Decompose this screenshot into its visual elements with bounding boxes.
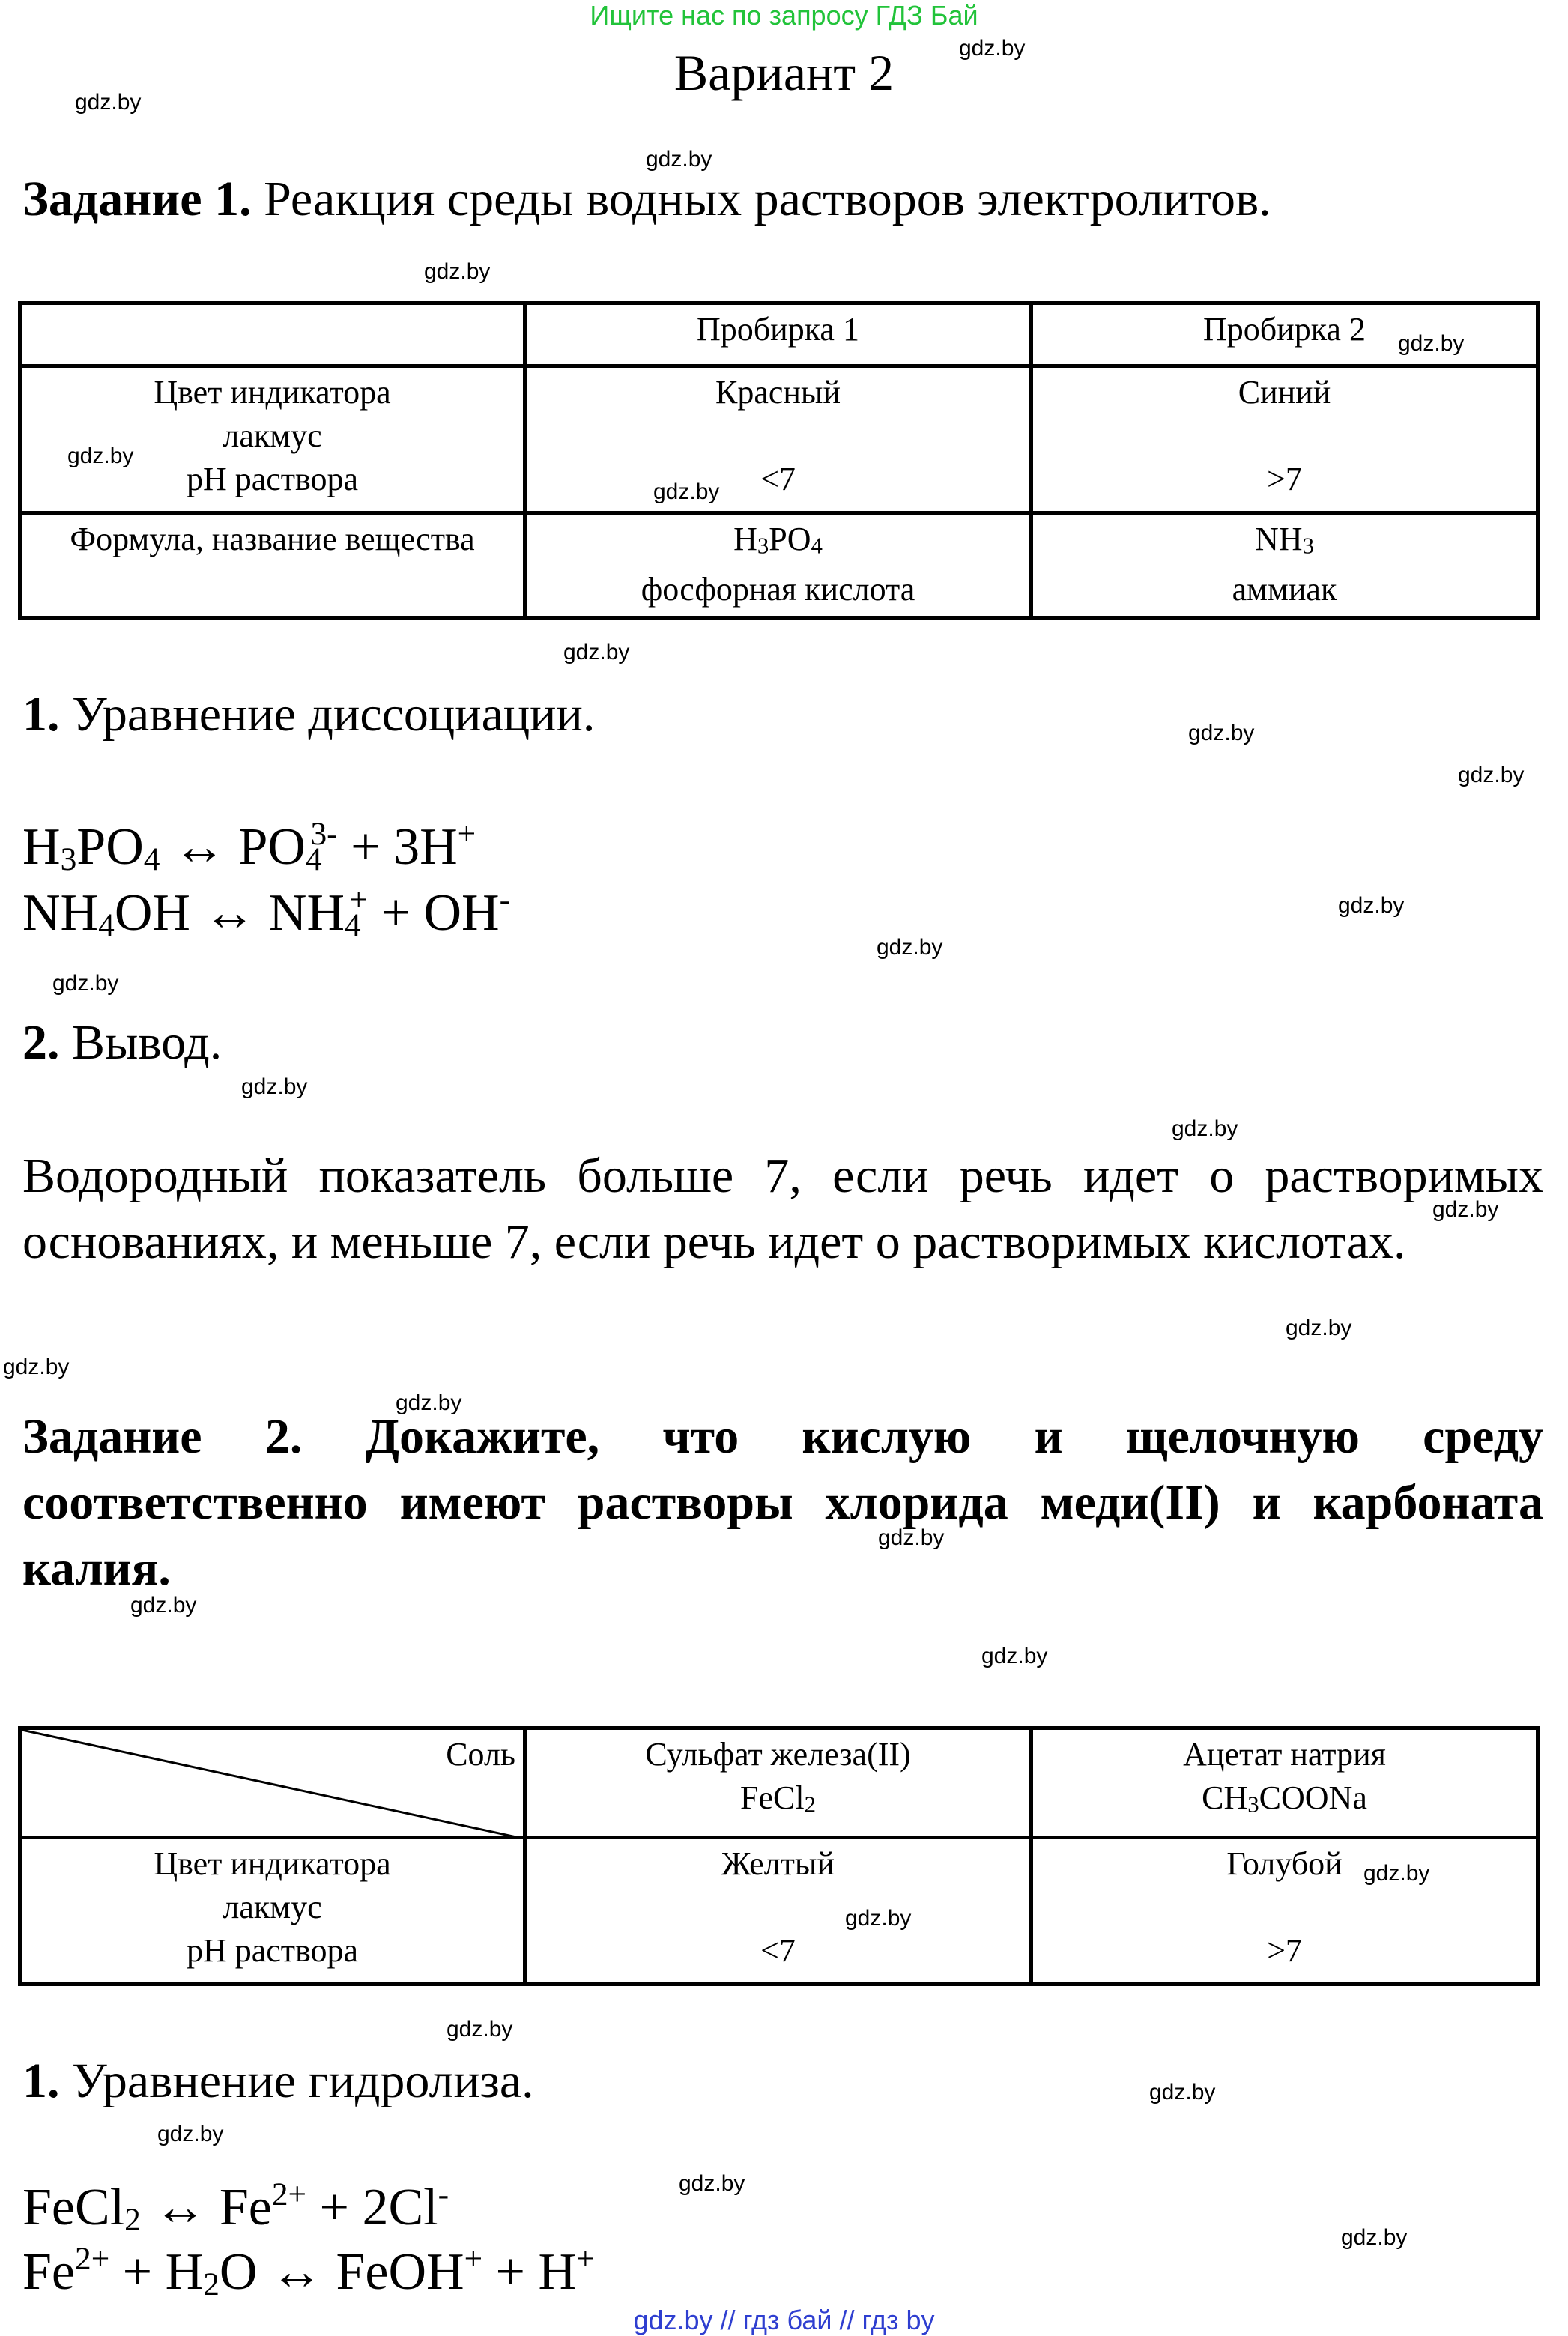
watermark: gdz.by xyxy=(3,1355,70,1379)
section-number: 1. xyxy=(22,687,60,742)
watermark: gdz.by xyxy=(679,2171,745,2196)
watermark: gdz.by xyxy=(646,147,712,172)
hydrolysis-equation-2: $Fe^{2+} + H_2O$ ↔ FeOH+ + H+ xyxy=(22,2241,595,2302)
watermark: gdz.by xyxy=(1188,721,1255,745)
watermark: gdz.by xyxy=(130,1593,197,1618)
watermark: gdz.by xyxy=(1338,893,1405,918)
task1-heading xyxy=(22,171,1271,228)
tube1-indicator-cell xyxy=(525,366,1032,513)
tube1-color: Красный xyxy=(715,374,841,411)
watermark: gdz.by xyxy=(241,1074,308,1099)
table-row xyxy=(20,513,1538,618)
watermark: gdz.by xyxy=(1172,1116,1238,1141)
salt1-color: Желтый xyxy=(721,1845,835,1882)
task1-label: Задание 1. xyxy=(22,172,252,226)
header-tube2: Пробирка 2 xyxy=(1032,303,1538,366)
section-title: Уравнение гидролиза. xyxy=(72,2054,534,2108)
watermark: gdz.by xyxy=(67,444,134,468)
label-line: pH раствора xyxy=(186,461,359,497)
tube2-indicator-cell xyxy=(1032,366,1538,513)
search-banner: Ищите нас по запросу ГДЗ Бай xyxy=(590,0,978,31)
salt1-name: Сульфат железа(II) xyxy=(645,1736,911,1773)
tube2-formula: $NH_3$ xyxy=(1255,521,1314,559)
watermark: gdz.by xyxy=(1398,331,1465,356)
watermark: gdz.by xyxy=(1149,2080,1216,2104)
salt2-name: Ацетат натрия xyxy=(1183,1736,1386,1773)
salt2-color: Голубой xyxy=(1226,1845,1343,1882)
salt1-formula: FeCl$_2$ xyxy=(740,1779,816,1818)
salt1-indicator-cell xyxy=(525,1838,1032,1985)
watermark: gdz.by xyxy=(424,259,491,284)
section-number: 2. xyxy=(22,1015,60,1070)
tube1-formula-cell xyxy=(525,513,1032,618)
hydrolysis-heading xyxy=(22,2053,534,2110)
tube2-formula-cell xyxy=(1032,513,1538,618)
watermark: gdz.by xyxy=(877,935,943,960)
watermark: gdz.by xyxy=(52,971,119,996)
hydrolysis-equation-1: FeCl$_2$ ↔ $Fe^{2+} + 2Cl^-$ xyxy=(22,2176,449,2238)
watermark: gdz.by xyxy=(1458,763,1525,787)
table-row xyxy=(20,366,1538,513)
corner-label: Соль xyxy=(446,1736,515,1773)
row-label-indicator xyxy=(20,1838,525,1985)
label-line: pH раствора xyxy=(186,1932,359,1969)
watermark: gdz.by xyxy=(878,1525,945,1550)
salt1-ph: <7 xyxy=(760,1932,796,1969)
watermark: gdz.by xyxy=(157,2122,224,2146)
row-label-formula: Формула, название вещества xyxy=(20,513,525,618)
salt2-ph: >7 xyxy=(1267,1932,1302,1969)
section2-heading xyxy=(22,1014,222,1071)
watermark: gdz.by xyxy=(447,2017,513,2042)
variant-title: Вариант 2 xyxy=(673,44,895,101)
label-line: Цвет индикатора xyxy=(154,1845,391,1882)
section-title: Вывод. xyxy=(72,1015,223,1070)
tube2-ph: >7 xyxy=(1267,461,1302,497)
salt2-header xyxy=(1032,1728,1538,1838)
footer-links[interactable]: gdz.by // гдз бай // гдз by xyxy=(633,2305,935,2335)
label-line: лакмус xyxy=(223,417,322,454)
watermark: gdz.by xyxy=(563,640,630,665)
label-line: лакмус xyxy=(223,1889,322,1925)
task1-title: Реакция среды водных растворов электролитов. xyxy=(264,172,1271,226)
tube1-name: фосфорная кислота xyxy=(641,570,915,608)
watermark: gdz.by xyxy=(653,479,720,504)
task1-table xyxy=(18,301,1540,620)
salt2-indicator-cell xyxy=(1032,1838,1538,1985)
table-header-row xyxy=(20,303,1538,366)
table-header-row xyxy=(20,1728,1538,1838)
watermark: gdz.by xyxy=(981,1644,1048,1668)
watermark: gdz.by xyxy=(1432,1197,1499,1222)
label-line: Цвет индикатора xyxy=(154,374,391,411)
header-tube1: Пробирка 1 xyxy=(525,303,1032,366)
dissociation-equation-1: $H_3PO_4$ ↔ $PO_4^{3-} + 3H^+$ xyxy=(22,816,476,877)
row-label-indicator xyxy=(20,366,525,513)
tube2-name: аммиак xyxy=(1232,570,1337,608)
salt1-header xyxy=(525,1728,1032,1838)
section-number: 1. xyxy=(22,2054,60,2108)
watermark: gdz.by xyxy=(845,1906,912,1931)
table-row xyxy=(20,1838,1538,1985)
watermark: gdz.by xyxy=(1286,1316,1352,1340)
watermark: gdz.by xyxy=(1363,1861,1430,1886)
section1-heading xyxy=(22,686,595,743)
watermark: gdz.by xyxy=(959,36,1026,61)
tube2-color: Синий xyxy=(1238,374,1331,411)
conclusion-text: Водородный показатель больше 7, если речь идет о растворимых основаниях, и меньше 7, если речь идет о растворимых кислотах. xyxy=(22,1149,1543,1269)
task2-statement: Задание 2. Докажите, что кислую и щелочную среду соответственно имеют растворы хлорида меди(II) и карбоната калия. xyxy=(22,1409,1543,1596)
salt2-formula: $CH_3COONa$ xyxy=(1202,1779,1367,1818)
section-title: Уравнение диссоциации. xyxy=(72,687,596,742)
tube1-ph: <7 xyxy=(760,461,796,497)
watermark: gdz.by xyxy=(1341,2225,1408,2250)
task2-table xyxy=(18,1726,1540,1986)
watermark: gdz.by xyxy=(75,90,142,115)
dissociation-equation-2: $NH_4OH$ ↔ $NH_4^+ + OH^-$ xyxy=(22,882,511,943)
corner-cell xyxy=(20,1728,525,1838)
watermark: gdz.by xyxy=(396,1391,462,1415)
header-empty xyxy=(20,303,525,366)
tube1-formula: $H_3PO_4$ xyxy=(733,521,823,559)
